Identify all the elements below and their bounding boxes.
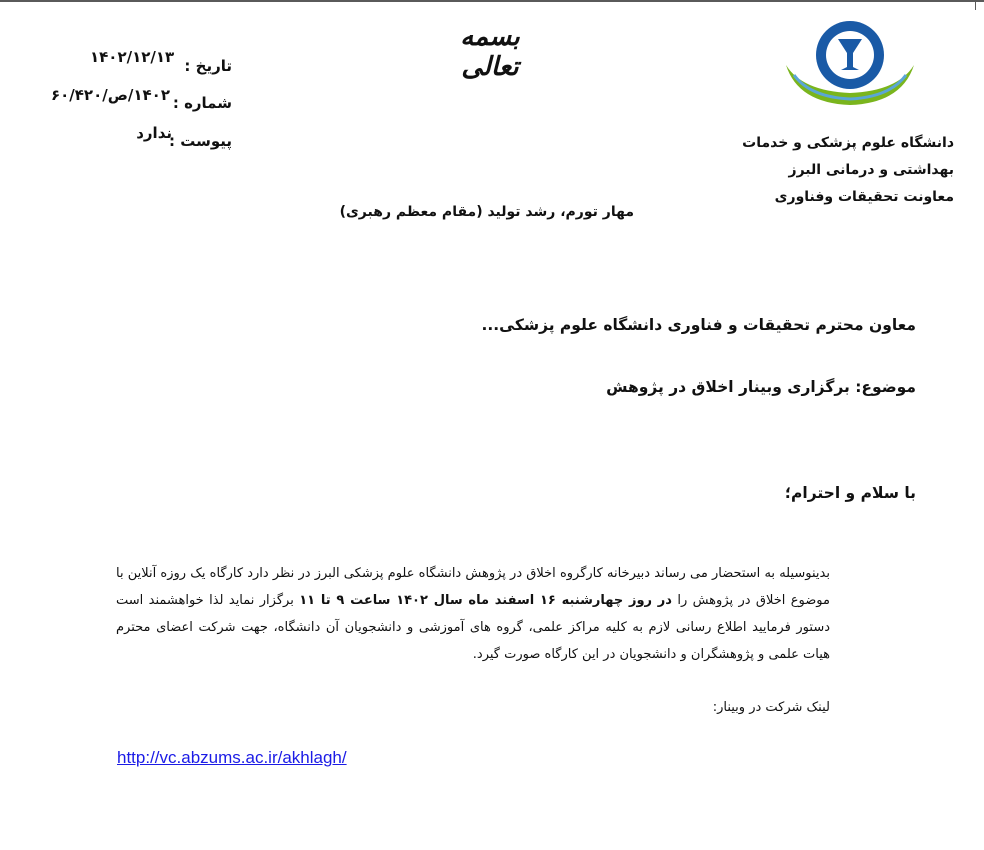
page-right-border [975,0,976,10]
page-top-border [0,0,984,2]
number-label: شماره : [172,94,232,112]
attachment-label: پیوست : [168,132,232,150]
number-value: ۱۴۰۲/ص/۶۰/۴۲۰ [50,86,170,104]
university-logo-icon [780,15,920,115]
body-text-part-2: برگزار نماید لذا خواهشمند است دستور فرمایید اطلاع رسانی لازم به کلیه مراکز علمی، گروه های آموزشی و دانشجویان آن دانشگاه، جهت شرکت اعضای محترم هیات علمی و پژوهشگران و دانشجویان در این کارگاه صورت گیرد. [116,593,830,662]
bismillah-heading: بسمه تعالی [460,22,520,82]
org-line-3: معاونت تحقیقات وفناوری [774,189,954,205]
recipient-line: معاون محترم تحقیقات و فناوری دانشگاه علوم پزشکی... [481,316,916,334]
letter-body [116,560,830,668]
greeting: با سلام و احترام؛ [784,484,916,502]
organization-name [734,130,954,211]
date-label: تاریخ : [184,57,232,75]
org-line-2: بهداشتی و درمانی البرز [788,162,954,178]
attachment-value: ندارد [136,124,172,142]
body-text-bold: در روز چهارشنبه ۱۶ اسفند ماه سال ۱۴۰۲ ساعت ۹ تا ۱۱ [299,593,672,608]
webinar-link[interactable]: http://vc.abzums.ac.ir/akhlagh/ [117,748,347,767]
date-value: ۱۴۰۲/۱۲/۱۳ [90,48,175,66]
link-label: لینک شرکت در وبینار: [712,700,830,715]
year-slogan: مهار تورم، رشد تولید (مقام معظم رهبری) [339,204,634,220]
body-text-part-1: بدینوسیله به استحضار می رساند دبیرخانه کارگروه اخلاق در پژوهش دانشگاه علوم پزشکی البرز در نظر دارد کارگاه یک روزه آنلاین با موضوع اخلاق در پژوهش را [116,566,830,608]
org-line-1: دانشگاه علوم پزشکی و خدمات [742,135,954,151]
subject-line: موضوع: برگزاری وبینار اخلاق در پژوهش [606,378,916,396]
